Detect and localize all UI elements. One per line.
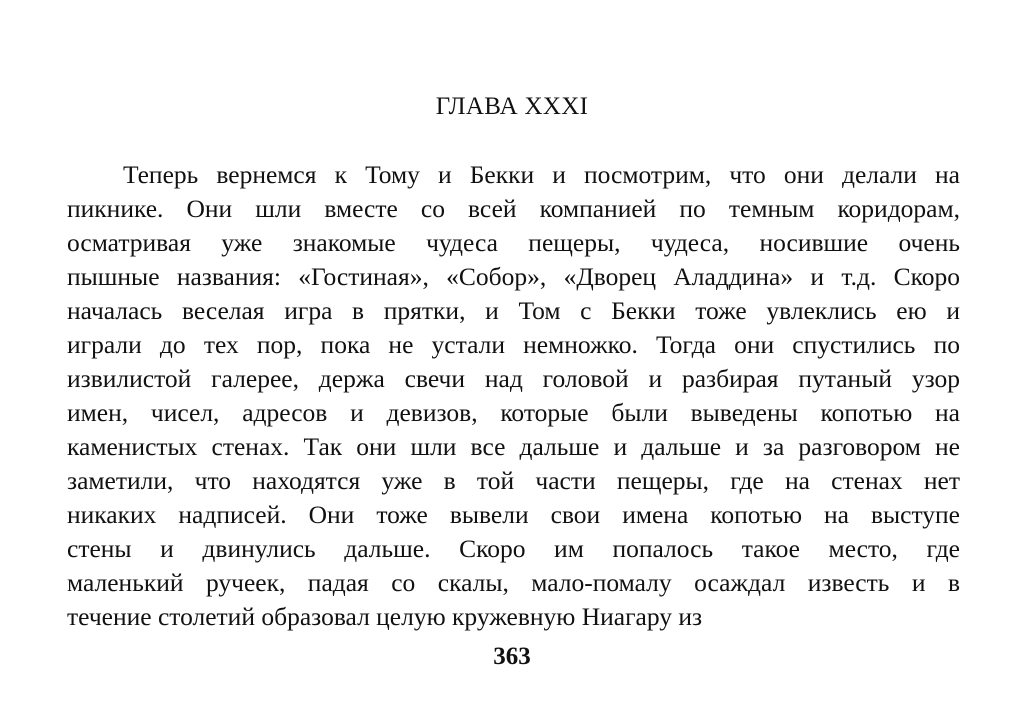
- text-line: извилистой галерее, держа свечи над головой и разбирая путаный узор: [67, 364, 960, 393]
- text-line: маленький ручеек, падая со скалы, мало-помалу осаждал известь и в: [67, 568, 960, 597]
- chapter-title: ГЛАВА XXXI: [435, 93, 589, 120]
- text-line: Теперь вернемся к Тому и Бекки и посмотрим, что они делали на: [123, 160, 960, 189]
- page-number: 363: [493, 643, 531, 670]
- text-line: играли до тех пор, пока не устали немножко. Тогда они спустились по: [67, 330, 960, 359]
- text-line: никаких надписей. Они тоже вывели свои имена копотью на выступе: [67, 500, 960, 529]
- text-line: стены и двинулись дальше. Скоро им попалось такое место, где: [67, 534, 960, 563]
- text-line: пикнике. Они шли вместе со всей компанией по темным коридорам,: [67, 194, 960, 223]
- text-line: течение столетий образовал целую кружевную Ниагару из: [67, 602, 703, 631]
- text-line: заметили, что находятся уже в той части пещеры, где на стенах нет: [67, 466, 960, 495]
- text-line: имен, чисел, адресов и девизов, которые были выведены копотью на: [67, 398, 960, 427]
- body-paragraph: [67, 158, 960, 634]
- text-line: осматривая уже знакомые чудеса пещеры, чудеса, носившие очень: [67, 228, 960, 257]
- text-line: каменистых стенах. Так они шли все дальше и дальше и за разговором не: [67, 432, 960, 461]
- text-line: началась веселая игра в прятки, и Том с Бекки тоже увлеклись ею и: [67, 296, 960, 325]
- text-line: пышные названия: «Гостиная», «Собор», «Дворец Аладдина» и т.д. Скоро: [67, 262, 960, 291]
